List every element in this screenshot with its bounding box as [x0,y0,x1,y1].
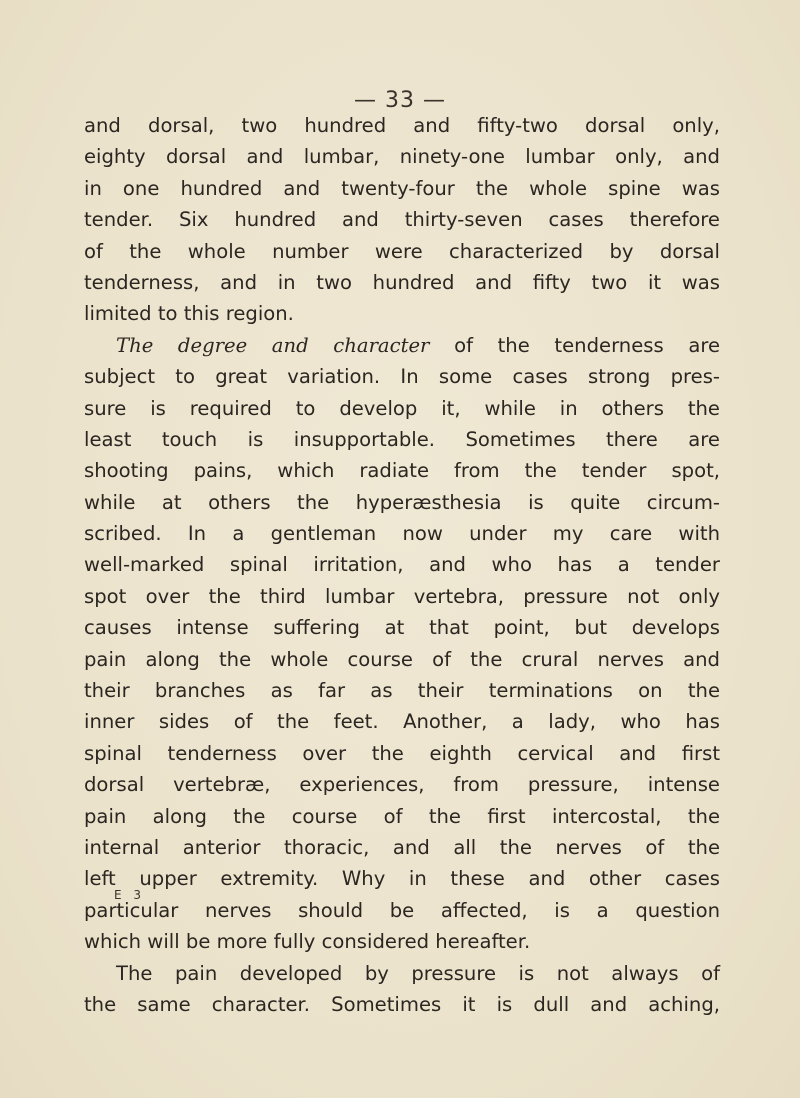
text-line: causes intense suffering at that point, but develops [84,616,720,640]
text-line: limited to this region. [84,302,294,326]
text-line: spot over the third lumbar vertebra, pressure not only [84,584,720,608]
text-line: left upper extremity. Why in these and other cases [84,867,720,891]
text-line: pain along the course of the first intercostal, the [84,804,720,828]
text-line: least touch is insupportable. Sometimes there are [84,427,720,451]
text-line: in one hundred and twenty-four the whole spine was [84,176,720,200]
text-line: spinal tenderness over the eighth cervical and first [84,741,720,765]
italic-phrase: The degree and character [116,333,430,357]
text-line-with-italic [84,330,720,361]
text-line: their branches as far as their terminations on the [84,679,720,703]
text-line: dorsal vertebræ, experiences, from pressure, intense [84,773,720,797]
text-line: internal anterior thoracic, and all the nerves of the [84,835,720,859]
text-line: and dorsal, two hundred and fifty-two dorsal only, [84,114,720,137]
text-line: of the whole number were characterized by dorsal [84,239,720,263]
text-line: subject to great variation. In some cases strong pres- [84,365,720,389]
text-line: well-marked spinal irritation, and who has a tender [84,553,720,577]
text-line: the same character. Sometimes it is dull and aching, [84,992,720,1016]
text-line: which will be more fully considered hereafter. [84,930,531,954]
page-number-header: — 33 — [354,88,446,113]
text-line: particular nerves should be affected, is a question [84,898,720,922]
text-line: pain along the whole course of the crural nerves and [84,647,720,671]
text-line: sure is required to develop it, while in others the [84,396,720,420]
body-text [84,110,720,1020]
text-line: scribed. In a gentleman now under my care with [84,522,720,546]
text-line: eighty dorsal and lumbar, ninety-one lumbar only, and [84,145,720,169]
text-line: tender. Six hundred and thirty-seven cases therefore [84,208,720,232]
text-line: inner sides of the feet. Another, a lady, who has [84,710,720,734]
text-line: The pain developed by pressure is not always of [116,961,720,985]
text-line: while at others the hyperæsthesia is quite circum- [84,490,720,514]
text-line-rest: of the tenderness are [454,333,721,357]
signature-mark: E 3 [114,888,146,902]
text-line: tenderness, and in two hundred and fifty two it was [84,270,720,294]
text-line: shooting pains, which radiate from the tender spot, [84,459,720,483]
